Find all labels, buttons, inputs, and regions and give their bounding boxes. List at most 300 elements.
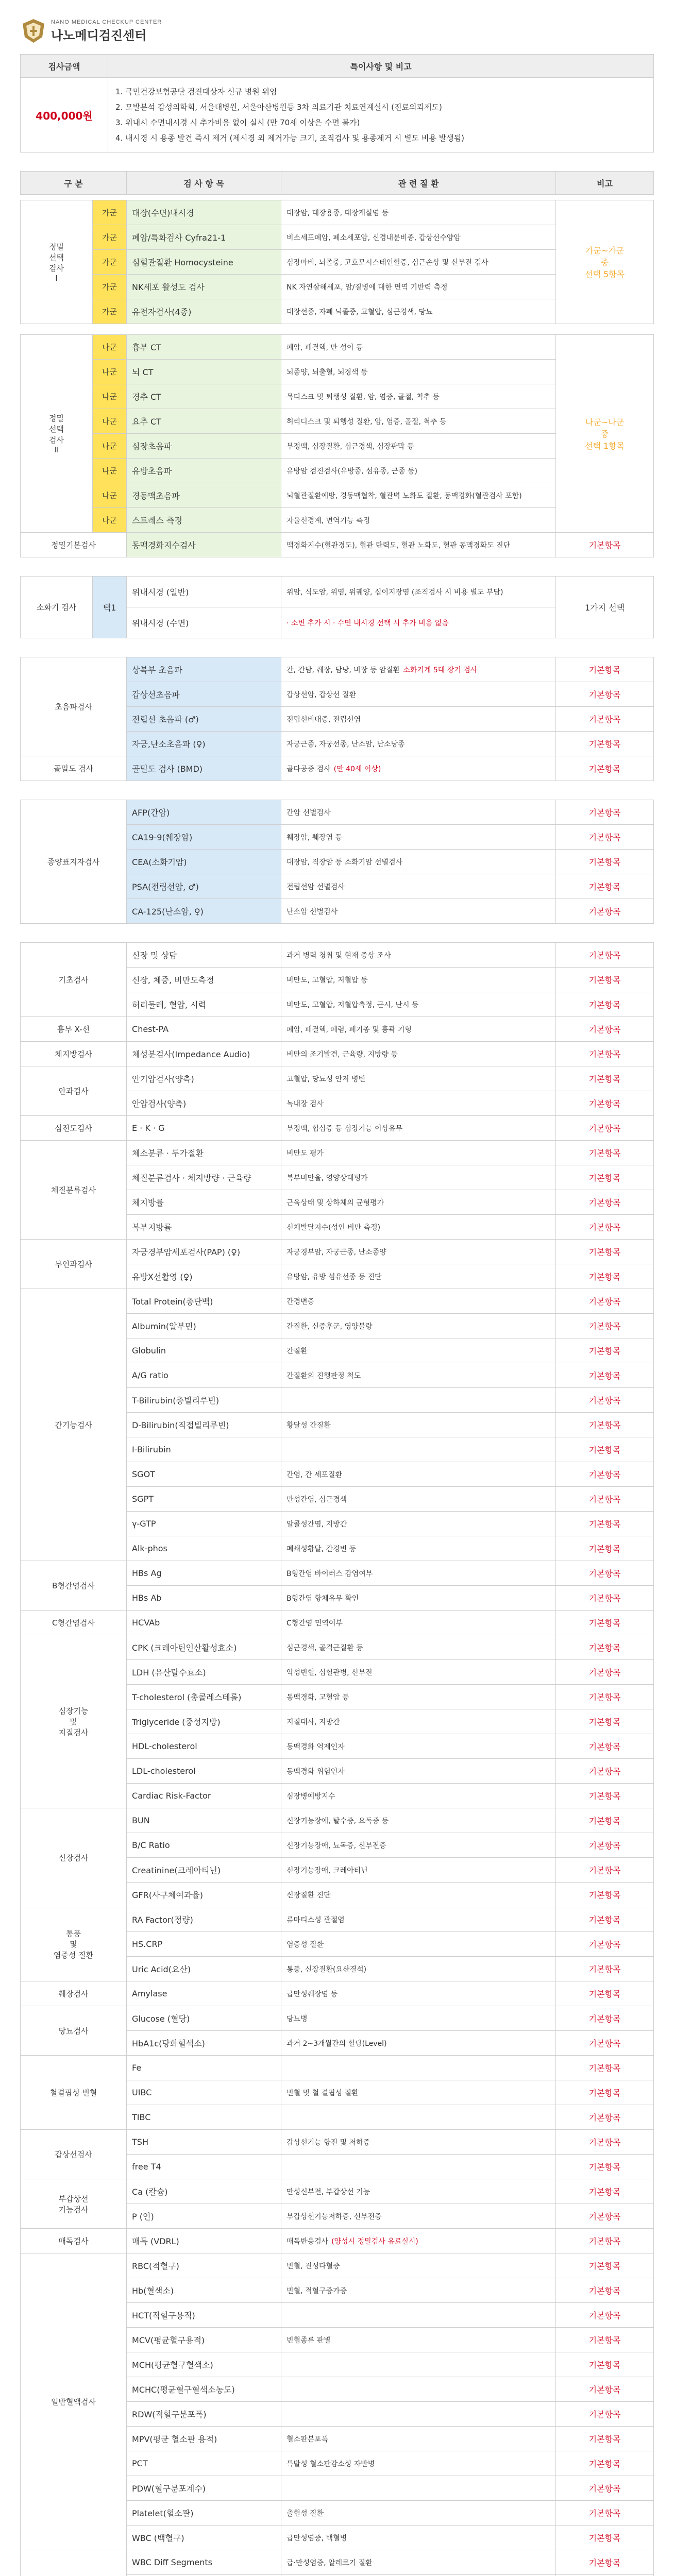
general-8-disease (281, 1561, 556, 1586)
general-2-note: 기본항목 (556, 1042, 654, 1066)
general-11-category: 신장검사 (21, 1808, 127, 1907)
sel2-item: 유방초음파 (127, 459, 281, 483)
tumor-marker-disease (281, 800, 556, 825)
general-7-note: 기본항목 (556, 1363, 654, 1388)
general-6-item: 자궁경부암세포검사(PAP) (♀) (127, 1240, 281, 1264)
general-14-item: Glucose (혈당) (127, 2006, 281, 2031)
tumor-marker-disease (281, 899, 556, 924)
sel2-disease: 유방암 검진검사(유방종, 섬유종, 근종 등) (281, 459, 556, 483)
general-17-note: 기본항목 (556, 2179, 654, 2204)
gastro-category: 소화기 검사 (21, 577, 93, 638)
general-10-item: HDL-cholesterol (127, 1734, 281, 1759)
notes-list (108, 78, 654, 152)
general-17-note: 기본항목 (556, 2204, 654, 2229)
general-19-item: HCT(적혈구용적) (127, 2303, 281, 2328)
bone-density-note: 기본항목 (556, 756, 654, 781)
note-item: 2. 모발분석 감성의학회, 서울대병원, 서울아산병원등 3차 의료기관 치료연계실시 (진료의뢰제도) (115, 103, 442, 112)
general-3-disease (281, 1091, 556, 1116)
sel1-group-badge: 가군 (93, 299, 127, 324)
general-11-disease (281, 1883, 556, 1907)
general-12-disease-text: 류마티스성 관절염 (287, 1916, 345, 1924)
col-header-category: 구 분 (21, 172, 127, 195)
general-5-item: 복부지방률 (127, 1215, 281, 1240)
sel2-item: 경추 CT (127, 384, 281, 409)
sel2-group-badge: 나군 (93, 360, 127, 384)
general-15-note: 기본항목 (556, 2080, 654, 2105)
col-header-note: 비고 (556, 172, 654, 195)
general-7-disease-text: 간질환 (287, 1347, 308, 1355)
general-19-disease (281, 2253, 556, 2278)
sel2-disease: 자율신경계, 면역기능 측정 (281, 508, 556, 533)
tumor-marker-note: 기본항목 (556, 825, 654, 850)
general-4-disease-text: 부정맥, 협심증 등 심장기능 이상유무 (287, 1124, 403, 1133)
ultrasound-disease-remark: 소화기계 5대 장기 검사 (403, 666, 478, 674)
tumor-marker-item: CA19-9(췌장암) (127, 825, 281, 850)
general-7-disease (281, 1487, 556, 1512)
general-1-category: 흉부 X-선 (21, 1017, 127, 1042)
general-14-disease-text: 당뇨병 (287, 2014, 308, 2023)
general-10-item: Cardiac Risk-Factor (127, 1784, 281, 1808)
general-5-item: 체질분류검사 · 체지방량 · 근육량 (127, 1165, 281, 1190)
general-17-item: P (인) (127, 2204, 281, 2229)
price-header: 검사금액 (21, 55, 108, 78)
general-18-disease-remark: (양성시 정밀검사 유료실시) (331, 2237, 418, 2246)
general-19-disease-text: 급만성염증, 백혈병 (287, 2534, 347, 2543)
general-7-note: 기본항목 (556, 1289, 654, 1314)
section-gap (21, 195, 654, 200)
general-13-disease-text: 급만성췌장염 등 (287, 1990, 338, 1998)
sel2-group-badge: 나군 (93, 409, 127, 434)
sel2-disease: 허리디스크 및 퇴행성 질환, 암, 염증, 골절, 척추 등 (281, 409, 556, 434)
general-17-disease-text: 만성신부전, 부갑상선 기능 (287, 2188, 370, 2196)
general-14-disease (281, 2006, 556, 2031)
general-16-note: 기본항목 (556, 2155, 654, 2179)
general-8-disease (281, 1586, 556, 1611)
general-19-disease (281, 2352, 556, 2377)
general-11-note: 기본항목 (556, 1808, 654, 1833)
general-3-item: 안기압검사(양측) (127, 1066, 281, 1091)
sel2-group-badge: 나군 (93, 335, 127, 360)
general-7-disease-text: 폐쇄성황달, 간경변 등 (287, 1545, 357, 1553)
basic-note: 기본항목 (556, 533, 654, 557)
general-13-disease (281, 1981, 556, 2006)
ultrasound-disease (281, 682, 556, 707)
general-0-item: 신장, 체중, 비만도측정 (127, 968, 281, 992)
general-16-disease-text: 갑상선기능 항진 및 저하증 (287, 2138, 370, 2147)
general-0-category: 기초검사 (21, 943, 127, 1017)
tumor-marker-note: 기본항목 (556, 850, 654, 874)
general-14-note: 기본항목 (556, 2006, 654, 2031)
general-10-disease (281, 1784, 556, 1808)
general-1-note: 기본항목 (556, 1017, 654, 1042)
general-13-category: 췌장검사 (21, 1981, 127, 2006)
general-7-disease (281, 1462, 556, 1487)
note-item: 1. 국민건강보험공단 검진대상자 신규 병원 위임 (115, 87, 277, 96)
general-19-item: Hb(혈색소) (127, 2278, 281, 2303)
ultrasound-note: 기본항목 (556, 657, 654, 682)
general-7-disease-text: 간염, 간 세포질환 (287, 1470, 343, 1479)
general-15-disease-text: 빈혈 및 철 결핍성 질환 (287, 2089, 359, 2097)
general-14-disease (281, 2031, 556, 2056)
bone-density-disease-remark: (만 40세 이상) (333, 765, 381, 773)
general-10-note: 기본항목 (556, 1759, 654, 1784)
tumor-marker-item: PSA(전립선암, ♂) (127, 874, 281, 899)
general-7-item: SGPT (127, 1487, 281, 1512)
sel1-item: 폐암/특화검사 Cyfra21-1 (127, 225, 281, 250)
sel1-note: 가군~가군 중 선택 5항목 (556, 200, 654, 324)
general-12-note: 기본항목 (556, 1932, 654, 1957)
general-19-disease (281, 2526, 556, 2550)
general-11-disease-text: 신장기능장애, 탈수증, 요독증 등 (287, 1817, 389, 1825)
general-5-disease (281, 1141, 556, 1165)
general-0-item: 신장 및 상담 (127, 943, 281, 968)
general-19-disease-text: 혈소판분포폭 (287, 2435, 329, 2444)
gastro-disease: · 소변 추가 시 · 수면 내시경 선택 시 추가 비용 없음 (281, 607, 556, 638)
general-10-disease-text: 동맥경화 위험인자 (287, 1767, 345, 1776)
tumor-marker-disease (281, 825, 556, 850)
general-19-item: MPV(평균 혈소판 용적) (127, 2427, 281, 2451)
general-13-note: 기본항목 (556, 1981, 654, 2006)
general-10-note: 기본항목 (556, 1784, 654, 1808)
general-10-disease (281, 1685, 556, 1709)
general-0-disease (281, 943, 556, 968)
general-3-disease (281, 1066, 556, 1091)
general-19-disease-text: 빈혈, 진성다혈증 (287, 2262, 340, 2270)
general-5-disease-text: 비만도 평가 (287, 1149, 324, 1158)
general-19-note: 기본항목 (556, 2402, 654, 2427)
general-8-disease-text: B형간염 바이러스 감염여부 (287, 1569, 373, 1578)
general-15-item: TIBC (127, 2105, 281, 2130)
general-8-disease-text: B형간염 항체유무 확인 (287, 1594, 359, 1603)
tumor-marker-item: CA-125(난소암, ♀) (127, 899, 281, 924)
summary-table (20, 54, 654, 152)
general-19-disease (281, 2501, 556, 2526)
tumor-marker-disease-text: 난소암 선별검사 (287, 907, 338, 916)
general-19-category: 일반혈액검사 (21, 2253, 127, 2550)
general-18-category: 매독검사 (21, 2229, 127, 2253)
general-2-category: 체지방검사 (21, 1042, 127, 1066)
general-10-disease-text: 동맥경화, 고혈압 등 (287, 1693, 349, 1702)
sel2-disease: 뇌종양, 뇌출혈, 뇌경색 등 (281, 360, 556, 384)
general-17-disease (281, 2204, 556, 2229)
general-16-item: TSH (127, 2130, 281, 2155)
general-1-item: Chest-PA (127, 1017, 281, 1042)
ultrasound-note: 기본항목 (556, 732, 654, 756)
center-english-name: NANO MEDICAL CHECKUP CENTER (51, 19, 162, 25)
sel2-disease: 폐암, 폐결핵, 만 성이 등 (281, 335, 556, 360)
general-7-note: 기본항목 (556, 1462, 654, 1487)
general-16-disease (281, 2130, 556, 2155)
general-0-note: 기본항목 (556, 943, 654, 968)
general-19-item: PCT (127, 2451, 281, 2476)
sel1-group-badge: 가군 (93, 200, 127, 225)
general-19-disease (281, 2278, 556, 2303)
general-19-note: 기본항목 (556, 2526, 654, 2550)
sel1-group-badge: 가군 (93, 275, 127, 299)
general-19-item: WBC (백혈구) (127, 2526, 281, 2550)
general-14-disease-text: 과거 2~3개월간의 혈당(Level) (287, 2039, 387, 2048)
ultrasound-disease (281, 707, 556, 732)
general-6-category: 부인과검사 (21, 1240, 127, 1289)
tumor-marker-disease (281, 874, 556, 899)
general-13-item: Amylase (127, 1981, 281, 2006)
general-3-item: 안압검사(양측) (127, 1091, 281, 1116)
sel2-disease: 부정맥, 심장질환, 심근경색, 심장판막 등 (281, 434, 556, 459)
general-19-note: 기본항목 (556, 2253, 654, 2278)
general-20-item: WBC Diff Segments (127, 2550, 281, 2575)
ultrasound-disease-text: 전립선비대증, 전립선염 (287, 715, 361, 724)
general-11-disease-text: 신장기능장애, 뇨독증, 신부전증 (287, 1841, 386, 1850)
general-5-note: 기본항목 (556, 1141, 654, 1165)
note-item: 4. 내시경 시 용종 발견 즉시 제거 (제시경 외 제거가능 크기, 조직검사 및 용종제거 시 별도 비용 발생됨) (115, 133, 464, 143)
tumor-marker-disease-text: 대장암, 직장암 등 소화기암 선별검사 (287, 858, 403, 867)
col-header-item: 검 사 항 목 (127, 172, 281, 195)
general-8-note: 기본항목 (556, 1561, 654, 1586)
tumor-marker-note: 기본항목 (556, 899, 654, 924)
general-5-category: 체질분류검사 (21, 1141, 127, 1240)
general-19-note: 기본항목 (556, 2427, 654, 2451)
general-2-disease (281, 1042, 556, 1066)
general-10-disease (281, 1635, 556, 1660)
general-15-item: UIBC (127, 2080, 281, 2105)
general-0-note: 기본항목 (556, 992, 654, 1017)
ultrasound-item: 상복부 초음파 (127, 657, 281, 682)
general-10-note: 기본항목 (556, 1635, 654, 1660)
general-3-category: 안과검사 (21, 1066, 127, 1116)
general-18-item: 매독 (VDRL) (127, 2229, 281, 2253)
tumor-marker-note: 기본항목 (556, 874, 654, 899)
sel1-item: 심혈관질환 Homocysteine (127, 250, 281, 275)
general-11-note: 기본항목 (556, 1883, 654, 1907)
general-7-disease-text: 알콜성간염, 지방간 (287, 1520, 347, 1529)
general-10-disease-text: 심장병예방지수 (287, 1792, 335, 1801)
general-19-item: MCH(평균혈구혈색소) (127, 2352, 281, 2377)
sel2-item: 심장초음파 (127, 434, 281, 459)
general-7-disease-text: 간질환의 진행판정 척도 (287, 1371, 361, 1380)
general-7-disease (281, 1512, 556, 1536)
general-7-note: 기본항목 (556, 1338, 654, 1363)
sel2-category: 정밀 선택 검사 Ⅱ (21, 335, 93, 533)
general-16-note: 기본항목 (556, 2130, 654, 2155)
center-emblem-icon (20, 18, 47, 44)
general-7-item: Alk-phos (127, 1536, 281, 1561)
sel2-item: 흉부 CT (127, 335, 281, 360)
general-12-disease-text: 통풍, 신장질환(요산결석) (287, 1965, 367, 1974)
general-10-category: 심장기능 및 지질검사 (21, 1635, 127, 1808)
general-6-disease-text: 유방암, 유방 섬유선종 등 진단 (287, 1273, 382, 1281)
bone-density-item: 골밀도 검사 (BMD) (127, 756, 281, 781)
general-10-disease-text: 심근경색, 골격근질환 등 (287, 1643, 363, 1652)
general-7-note: 기본항목 (556, 1512, 654, 1536)
sel2-group-badge: 나군 (93, 508, 127, 533)
general-6-item: 유방X선촬영 (♀) (127, 1264, 281, 1289)
general-5-disease (281, 1190, 556, 1215)
general-15-note: 기본항목 (556, 2056, 654, 2080)
general-12-item: HS.CRP (127, 1932, 281, 1957)
ultrasound-disease-text: 자궁근종, 자궁선종, 난소암, 난소낭종 (287, 740, 405, 749)
general-20-disease-text: 급·만성염증, 알레르기 질환 (287, 2558, 373, 2567)
general-0-disease-text: 비만도, 고혈압, 저혈압 등 (287, 976, 368, 985)
center-logo (20, 13, 654, 49)
general-10-note: 기본항목 (556, 1734, 654, 1759)
general-15-disease (281, 2105, 556, 2130)
ultrasound-note: 기본항목 (556, 707, 654, 732)
sel2-group-badge: 나군 (93, 384, 127, 409)
bone-density-disease-text: 골다공증 검사 (287, 765, 331, 773)
general-12-item: RA Factor(정량) (127, 1907, 281, 1932)
general-10-note: 기본항목 (556, 1685, 654, 1709)
general-0-disease (281, 968, 556, 992)
general-7-item: SGOT (127, 1462, 281, 1487)
package-price: 400,000원 (21, 78, 108, 152)
general-7-disease-text: 황달성 간질환 (287, 1421, 331, 1430)
notes-header: 특이사항 및 비고 (108, 55, 654, 78)
general-7-disease (281, 1388, 556, 1413)
general-11-disease (281, 1858, 556, 1883)
general-5-disease-text: 복부비만율, 영양상태평가 (287, 1174, 368, 1182)
general-10-note: 기본항목 (556, 1709, 654, 1734)
general-7-item: I-Bilirubin (127, 1437, 281, 1462)
general-7-disease (281, 1289, 556, 1314)
general-19-disease (281, 2476, 556, 2501)
general-19-item: PDW(혈구분포계수) (127, 2476, 281, 2501)
general-0-disease-text: 비만도, 고혈압, 저혈압측정, 근시, 난시 등 (287, 1001, 419, 1009)
general-11-disease-text: 신장기능장애, 크레아티닌 (287, 1866, 368, 1875)
general-19-note: 기본항목 (556, 2278, 654, 2303)
general-11-disease (281, 1833, 556, 1858)
general-19-disease-text: 출혈성 질환 (287, 2509, 324, 2518)
general-7-disease (281, 1536, 556, 1561)
general-1-disease (281, 1017, 556, 1042)
general-8-category: B형간염검사 (21, 1561, 127, 1611)
general-12-disease-text: 염증성 질환 (287, 1940, 324, 1949)
general-19-disease-text: 빈혈종류 판별 (287, 2336, 331, 2345)
sel1-group-badge: 가군 (93, 250, 127, 275)
ultrasound-disease-text: 간, 간담, 췌장, 담낭, 비장 등 암질환 (287, 666, 400, 674)
general-15-note: 기본항목 (556, 2105, 654, 2130)
gastro-item: 위내시경 (수면) (127, 607, 281, 638)
general-19-disease (281, 2427, 556, 2451)
general-10-disease (281, 1660, 556, 1685)
general-9-category: C형간염검사 (21, 1611, 127, 1635)
general-19-disease (281, 2328, 556, 2352)
general-7-disease (281, 1437, 556, 1462)
general-10-item: CPK (크레아틴인산활성효소) (127, 1635, 281, 1660)
general-19-note: 기본항목 (556, 2451, 654, 2476)
gastro-disease: 위암, 식도암, 위염, 위궤양, 십이지장염 (조직검사 시 비용 별도 부담) (281, 577, 556, 607)
general-19-note: 기본항목 (556, 2352, 654, 2377)
sel1-disease: 심장마비, 뇌졸중, 고호모시스테인혈증, 심근손상 및 신부전 검사 (281, 250, 556, 275)
sel2-item: 경동맥초음파 (127, 483, 281, 508)
general-15-item: Fe (127, 2056, 281, 2080)
general-7-note: 기본항목 (556, 1388, 654, 1413)
general-15-category: 철결핍성 빈혈 (21, 2056, 127, 2130)
sel2-group-badge: 나군 (93, 459, 127, 483)
general-19-item: RDW(적혈구분포폭) (127, 2402, 281, 2427)
section-gap (21, 781, 654, 800)
ultrasound-item: 갑상선초음파 (127, 682, 281, 707)
general-4-item: E · K · G (127, 1116, 281, 1141)
general-3-note: 기본항목 (556, 1066, 654, 1091)
sel1-item: 대장(수면)내시경 (127, 200, 281, 225)
general-11-note: 기본항목 (556, 1858, 654, 1883)
general-0-item: 허리둘레, 혈압, 시력 (127, 992, 281, 1017)
sel2-item: 스트레스 측정 (127, 508, 281, 533)
general-17-item: Ca (칼슘) (127, 2179, 281, 2204)
ultrasound-item: 전립선 초음파 (♂) (127, 707, 281, 732)
general-7-item: T-Bilirubin(총빌리루빈) (127, 1388, 281, 1413)
exam-items-table (20, 171, 654, 2576)
general-7-item: γ-GTP (127, 1512, 281, 1536)
general-19-note: 기본항목 (556, 2303, 654, 2328)
general-10-disease-text: 동맥경화 억제인자 (287, 1742, 345, 1751)
general-14-item: HbA1c(당화혈색소) (127, 2031, 281, 2056)
general-4-disease (281, 1116, 556, 1141)
sel2-disease: 목디스크 및 퇴행성 질환, 암, 염증, 골절, 척추 등 (281, 384, 556, 409)
sel1-disease: 비소세포폐암, 폐소세포암, 신경내분비종, 갑상선수양암 (281, 225, 556, 250)
general-8-item: HBs Ab (127, 1586, 281, 1611)
general-19-item: RBC(적혈구) (127, 2253, 281, 2278)
general-20-disease (281, 2550, 556, 2575)
general-16-item: free T4 (127, 2155, 281, 2179)
tumor-marker-note: 기본항목 (556, 800, 654, 825)
general-7-disease (281, 1338, 556, 1363)
general-19-item: MCV(평균혈구용적) (127, 2328, 281, 2352)
general-15-disease (281, 2080, 556, 2105)
general-10-disease-text: 지질대사, 지방간 (287, 1718, 340, 1726)
sel2-disease: 뇌혈관질환예방, 경동맥협착, 혈관벽 노화도 질환, 동맥경화(혈관검사 포함) (281, 483, 556, 508)
ultrasound-note: 기본항목 (556, 682, 654, 707)
general-5-note: 기본항목 (556, 1190, 654, 1215)
general-19-disease (281, 2402, 556, 2427)
section-gap (21, 557, 654, 577)
general-11-disease (281, 1808, 556, 1833)
general-8-note: 기본항목 (556, 1586, 654, 1611)
general-17-category: 부갑상선 기능검사 (21, 2179, 127, 2229)
general-6-disease (281, 1240, 556, 1264)
general-12-disease (281, 1957, 556, 1981)
general-7-disease-text: 만성간염, 심근경색 (287, 1495, 347, 1504)
bone-density-disease (281, 756, 556, 781)
sel2-note: 나군~나군 중 선택 1항목 (556, 335, 654, 533)
general-18-disease (281, 2229, 556, 2253)
general-3-disease-text: 고혈압, 당뇨성 안저 병변 (287, 1075, 366, 1083)
section-gap (21, 924, 654, 943)
general-10-item: Triglyceride (중성지방) (127, 1709, 281, 1734)
general-14-note: 기본항목 (556, 2031, 654, 2056)
general-5-disease (281, 1165, 556, 1190)
general-3-note: 기본항목 (556, 1091, 654, 1116)
general-20-category (21, 2550, 127, 2576)
general-10-note: 기본항목 (556, 1660, 654, 1685)
general-10-disease (281, 1709, 556, 1734)
general-6-note: 기본항목 (556, 1264, 654, 1289)
gastro-note: 1가지 선택 (556, 577, 654, 638)
general-9-disease-text: C형간염 면역여부 (287, 1619, 343, 1628)
general-11-item: Creatinine(크레아티닌) (127, 1858, 281, 1883)
general-7-category: 간기능검사 (21, 1289, 127, 1561)
tumor-marker-category: 종양표지자검사 (21, 800, 127, 924)
general-19-disease (281, 2377, 556, 2402)
general-2-item: 체성분검사(Impedance Audio) (127, 1042, 281, 1066)
general-5-note: 기본항목 (556, 1215, 654, 1240)
general-7-item: Albumin(알부민) (127, 1314, 281, 1338)
sel2-item: 요추 CT (127, 409, 281, 434)
general-11-item: GFR(사구체여과율) (127, 1883, 281, 1907)
general-7-disease (281, 1363, 556, 1388)
general-7-note: 기본항목 (556, 1314, 654, 1338)
general-7-note: 기본항목 (556, 1413, 654, 1437)
